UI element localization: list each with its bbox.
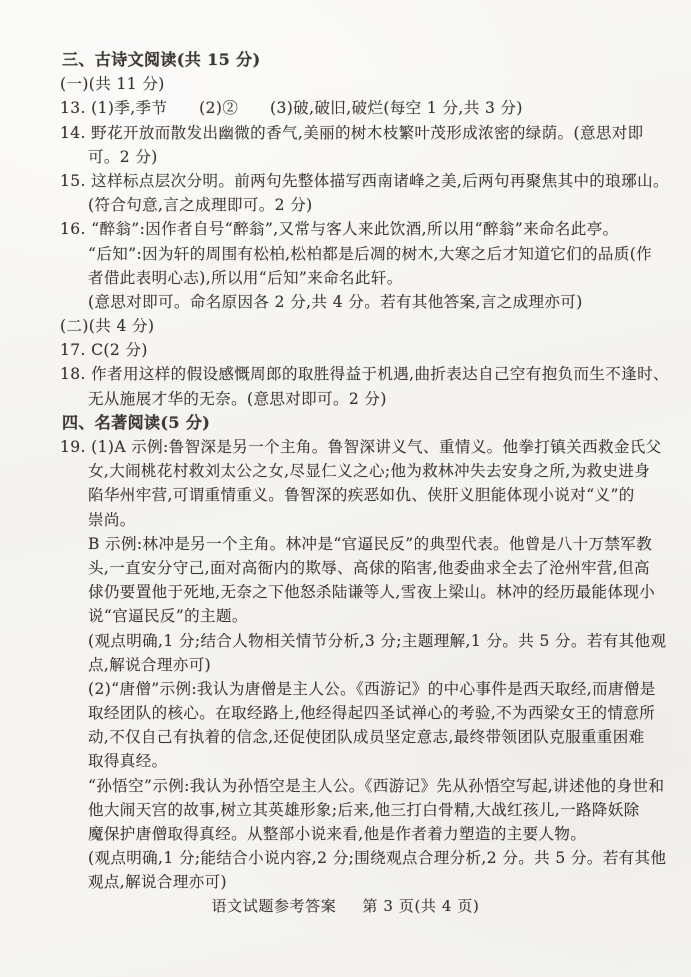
answer-line-q19-1b-cont: 头,一直安分守己,面对高衙内的欺辱、高俅的陷害,他委曲求全去了沧州牢营,但高 (88, 558, 650, 577)
answer-line-q19-1-cont: 崇尚。 (88, 510, 136, 529)
answer-line-q13: 13. (1)季,季节 (2)② (3)破,破旧,破烂(每空 1 分,共 3 分) (60, 99, 523, 118)
answer-line-q19-1-scoring: (观点明确,1 分;结合人物相关情节分析,3 分;主题理解,1 分。共 5 分。若有其他观 (88, 631, 667, 650)
answer-line-q19-1-cont: 女,大闹桃花村救刘太公之女,尽显仁义之心;他为救林冲失去安身之所,为救史进身 (88, 462, 651, 481)
answer-line-q17: 17. C(2 分) (60, 341, 148, 360)
answer-line-q18-cont: 无从施展才华的无奈。(意思对即可。2 分) (88, 389, 387, 408)
answer-line-q19-2b-cont: 魔保护唐僧取得真经。从整部小说来看,他是作者着力塑造的主要人物。 (88, 825, 587, 843)
section-heading-famous-works: 四、名著阅读(5 分) (62, 412, 211, 432)
answer-line-q16-scoring: (意思对即可。命名原因各 2 分,共 4 分。若有其他答案,言之成理亦可) (88, 292, 583, 311)
answer-line-q19-1-cont: 陷华州牢营,可谓重情重义。鲁智深的疾恶如仇、侠肝义胆能体现小说对“义”的 (88, 486, 635, 505)
footer-document-title: 语文试题参考答案 (211, 897, 337, 915)
answer-line-q19-2: (2)“唐僧”示例:我认为唐僧是主人公。《西游记》的中心事件是西天取经,而唐僧是 (88, 679, 656, 698)
document-content (0, 48, 691, 895)
answer-line-q19-1b: B 示例:林冲是另一个主角。林冲是“官逼民反”的典型代表。他曾是八十万禁军教 (88, 534, 653, 553)
answer-line-q19-1: 19. (1)A 示例:鲁智深是另一个主角。鲁智深讲义气、重情义。他拳打镇关西救金氏父 (60, 438, 662, 456)
answer-line-q19-1b-cont: 俅仍要置他于死地,无奈之下他怒杀陆谦等人,雪夜上梁山。林冲的经历最能体现小 (88, 583, 656, 602)
answer-line-q19-2-cont: 取得真经。 (88, 752, 168, 771)
answer-line-q16-cont: 者借此表明心志),所以用“后知”来命名此轩。 (88, 268, 403, 287)
section-heading-ancient-poetry: 三、古诗文阅读(共 15 分) (62, 50, 261, 69)
answer-line-q16: 16. “醉翁”:因作者自号“醉翁”,又常与客人来此饮酒,所以用“醉翁”来命名此亭。 (60, 220, 619, 239)
answer-line-q19-2-cont: 取经团队的核心。在取经路上,他经得起四圣试禅心的考验,不为西梁女王的情意所 (88, 704, 656, 723)
answer-line-q14-cont: 可。2 分) (88, 147, 158, 166)
answer-line-q19-1-scoring-cont: 点,解说合理亦可) (88, 655, 212, 674)
footer-page-number: 第 3 页(共 4 页) (362, 897, 480, 915)
answer-line-q15: 15. 这样标点层次分明。前两句先整体描写西南诸峰之美,后两句再聚焦其中的琅琊山。 (60, 171, 669, 190)
page-footer (0, 895, 691, 916)
answer-line-q18: 18. 作者用这样的假设感慨周郎的取胜得益于机遇,曲折表达自己空有抱负而生不逢时、 (60, 365, 669, 384)
answer-line-q19-2-scoring: (观点明确,1 分;能结合小说内容,2 分;围绕观点合理分析,2 分。共 5 分。若有其他 (88, 849, 667, 868)
answer-line-q19-2b-cont: 他大闹天宫的故事,树立其英雄形象;后来,他三打白骨精,大战红孩儿,一路降妖除 (88, 800, 640, 819)
answer-line-q14: 14. 野花开放而散发出幽微的香气,美丽的树木枝繁叶茂形成浓密的绿荫。(意思对即 (60, 123, 644, 142)
answer-line-q19-2-cont: 动,不仅自己有执着的信念,还促使团队成员坚定意志,最终带领团队克服重重困难 (88, 728, 645, 747)
answer-line-q16-cont: “后知”:因为轩的周围有松柏,松柏都是后凋的树木,大寒之后才知道它们的品质(作 (88, 244, 653, 263)
subsection-heading: (一)(共 11 分) (60, 75, 165, 94)
answer-line-q19-1b-cont: 说“官逼民反”的主题。 (88, 607, 248, 626)
subsection-heading: (二)(共 4 分) (60, 317, 155, 336)
answer-line-q19-2-scoring-cont: 观点,解说合理亦可) (88, 873, 227, 892)
answer-line-q15-cont: (符合句意,言之成理即可。2 分) (88, 196, 313, 215)
answer-line-q19-2b: “孙悟空”示例:我认为孙悟空是主人公。《西游记》先从孙悟空写起,讲述他的身世和 (88, 776, 665, 795)
